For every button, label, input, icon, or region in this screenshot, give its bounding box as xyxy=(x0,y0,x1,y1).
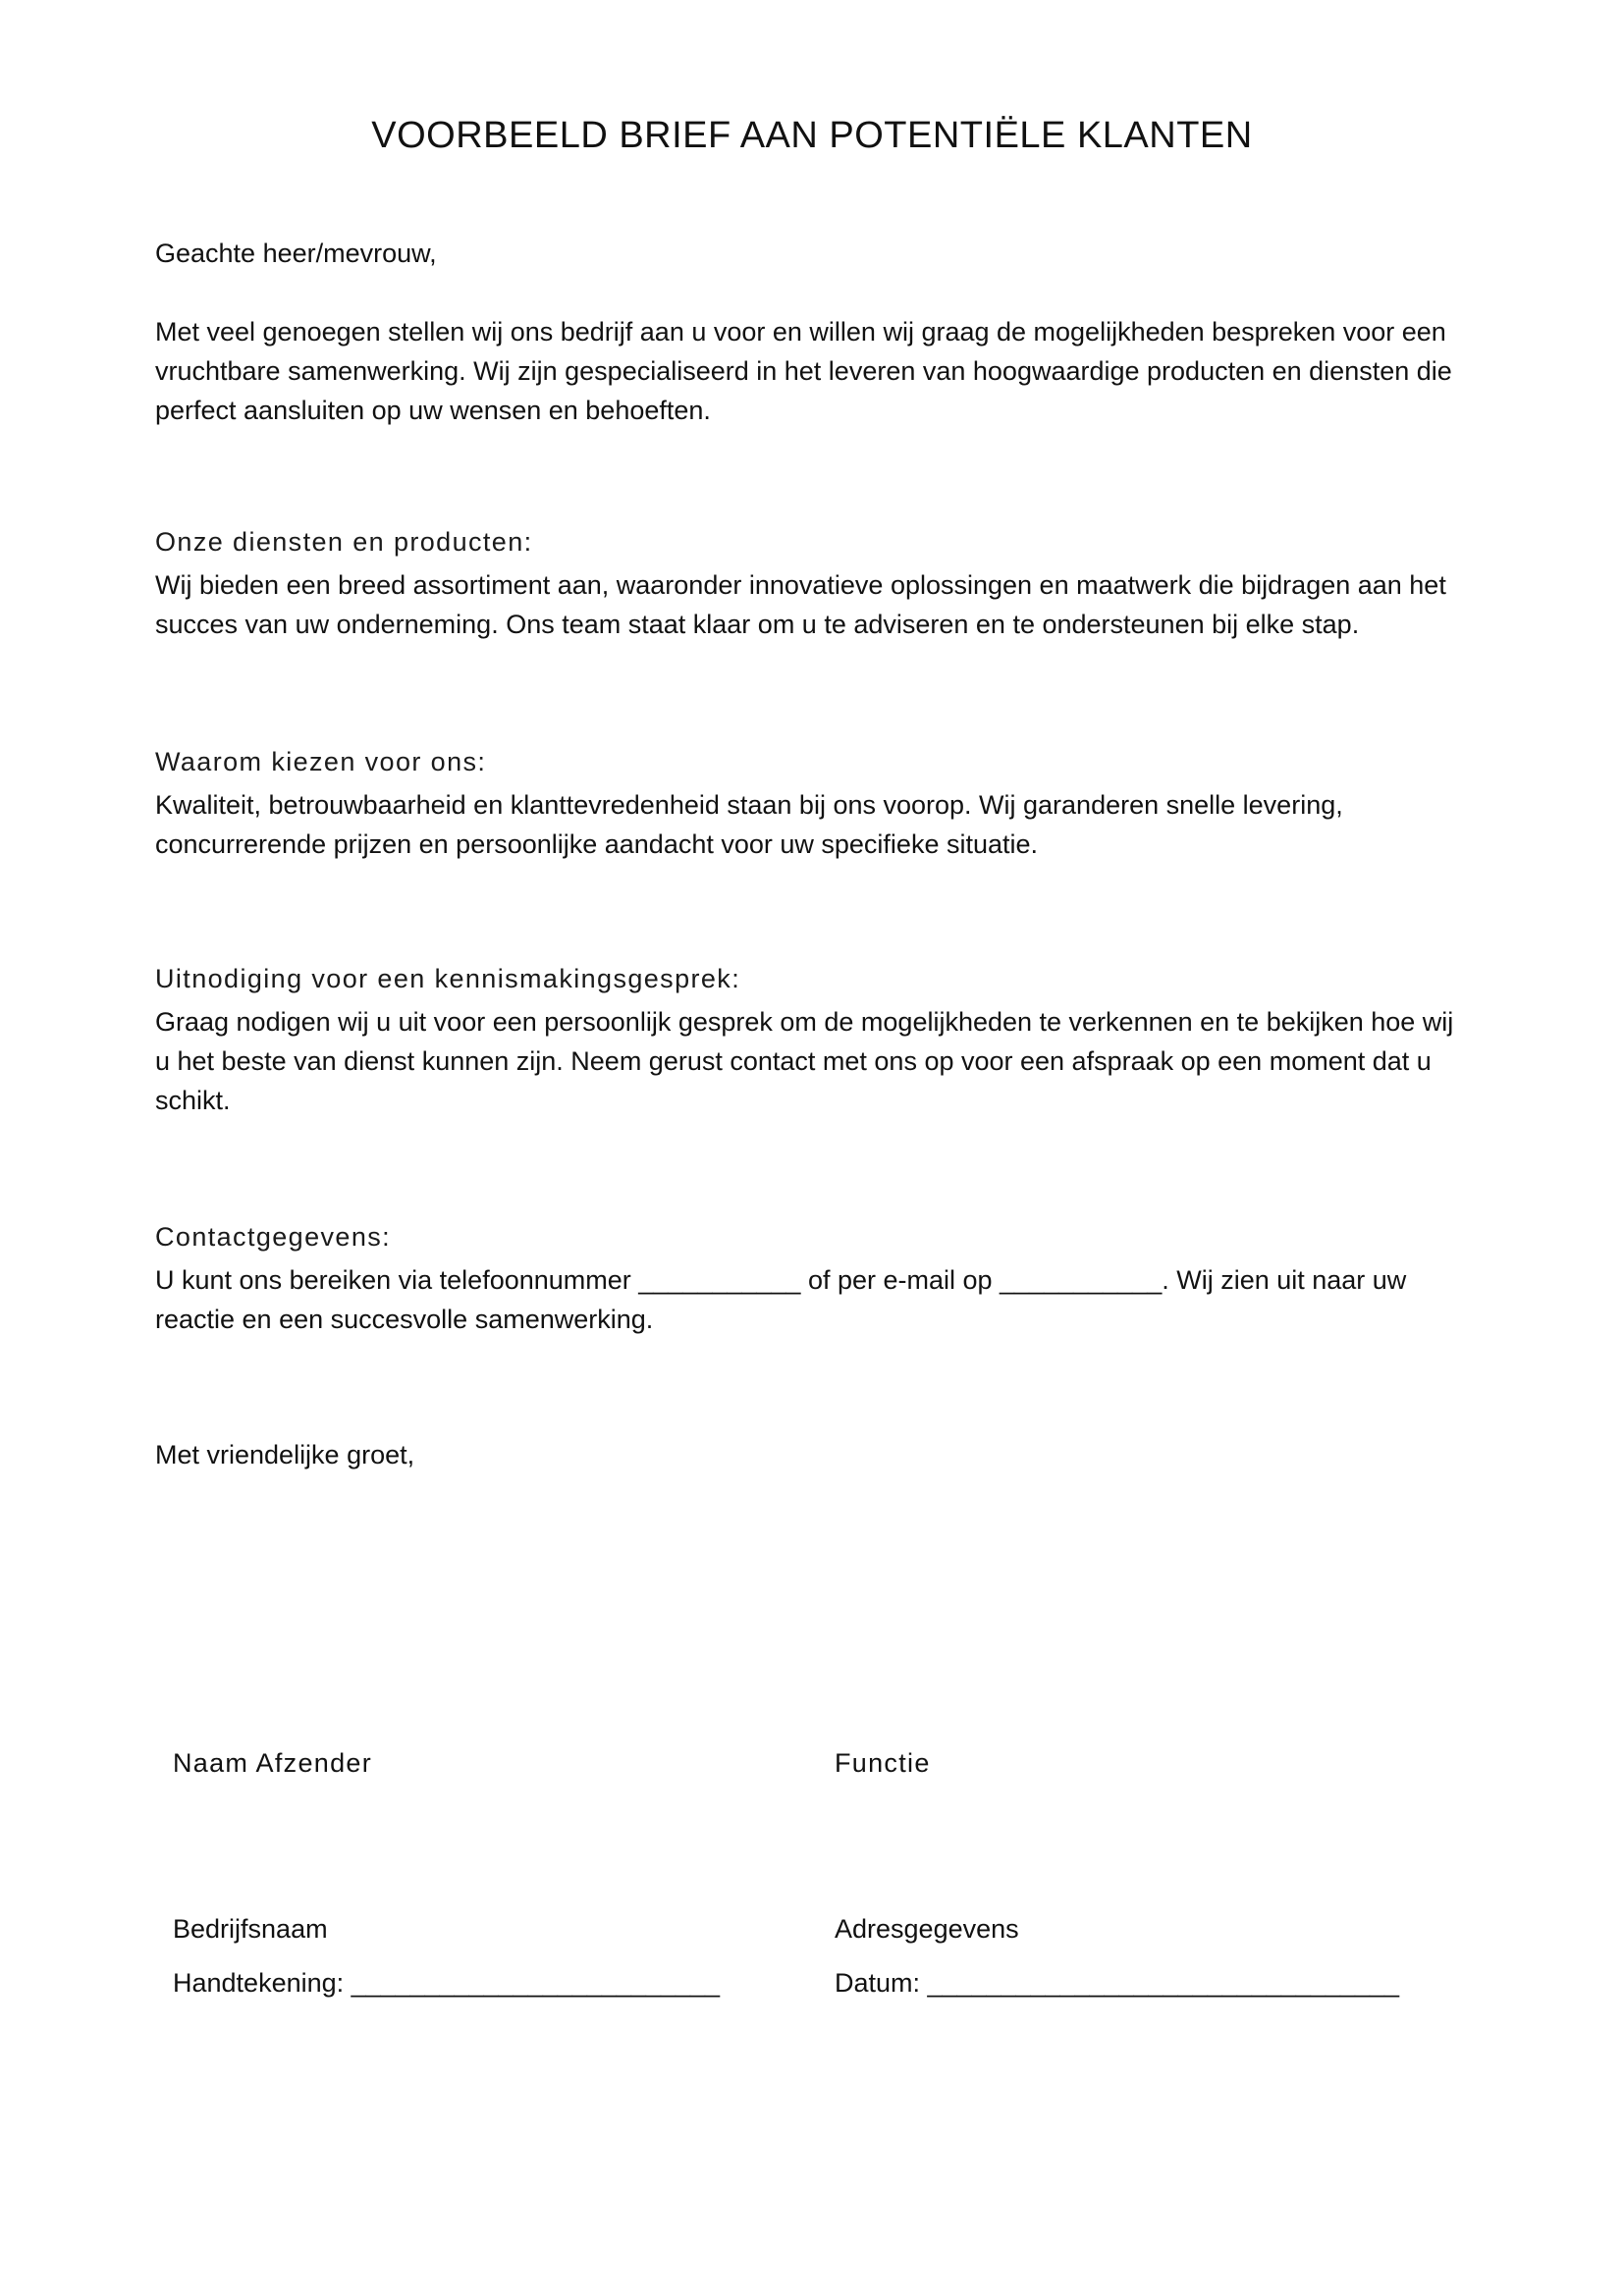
signature-line[interactable]: Handtekening: _________________________ xyxy=(173,1968,721,1998)
section-body: Wij bieden een breed assortiment aan, waaronder innovatieve oplossingen en maatwerk die bijdragen aan het succes van uw onderneming. Ons team staat klaar om u te adviseren en te ondersteunen bij elke stap. xyxy=(155,570,1446,639)
date-line[interactable]: Datum: ________________________________ xyxy=(835,1968,1400,1998)
company-name: Bedrijfsnaam xyxy=(173,1914,328,1944)
section-heading: Onze diensten en producten: xyxy=(155,527,533,557)
section-body: Graag nodigen wij u uit voor een persoonlijk gesprek om de mogelijkheden te verkennen en te bekijken hoe wij u het beste van dienst kunnen zijn. Neem gerust contact met ons op voor een afspraak op een moment dat u schikt. xyxy=(155,1007,1454,1115)
document-title: VOORBEELD BRIEF AAN POTENTIËLE KLANTEN xyxy=(371,115,1253,156)
sender-name: Naam Afzender xyxy=(173,1748,372,1778)
section-body: Kwaliteit, betrouwbaarheid en klanttevredenheid staan bij ons voorop. Wij garanderen snelle levering, concurrerende prijzen en persoonlijke aandacht voor uw specifieke situatie. xyxy=(155,790,1343,859)
address-details: Adresgegevens xyxy=(835,1914,1019,1944)
intro-paragraph xyxy=(155,312,1471,430)
section-services xyxy=(155,522,1471,644)
intro-text: Met veel genoegen stellen wij ons bedrijf aan u voor en willen wij graag de mogelijkheden bespreken voor een vruchtbare samenwerking. Wij zijn gespecialiseerd in het leveren van hoogwaardige producten en diensten die perfect aansluiten op uw wensen en behoeften. xyxy=(155,317,1452,425)
section-contact xyxy=(155,1217,1471,1339)
section-heading: Uitnodiging voor een kennismakingsgesprek: xyxy=(155,964,741,993)
section-why-us xyxy=(155,742,1471,864)
section-heading: Waarom kiezen voor ons: xyxy=(155,747,487,776)
salutation xyxy=(155,234,1471,273)
section-heading: Contactgegevens: xyxy=(155,1222,392,1252)
section-body: U kunt ons bereiken via telefoonnummer ___________ of per e-mail op ___________. Wij zien uit naar uw reactie en een succesvolle samenwerking. xyxy=(155,1265,1407,1334)
salutation-text: Geachte heer/mevrouw, xyxy=(155,239,437,268)
closing xyxy=(155,1435,1471,1474)
closing-text: Met vriendelijke groet, xyxy=(155,1440,415,1469)
sender-function: Functie xyxy=(835,1748,931,1778)
section-invitation xyxy=(155,959,1471,1120)
